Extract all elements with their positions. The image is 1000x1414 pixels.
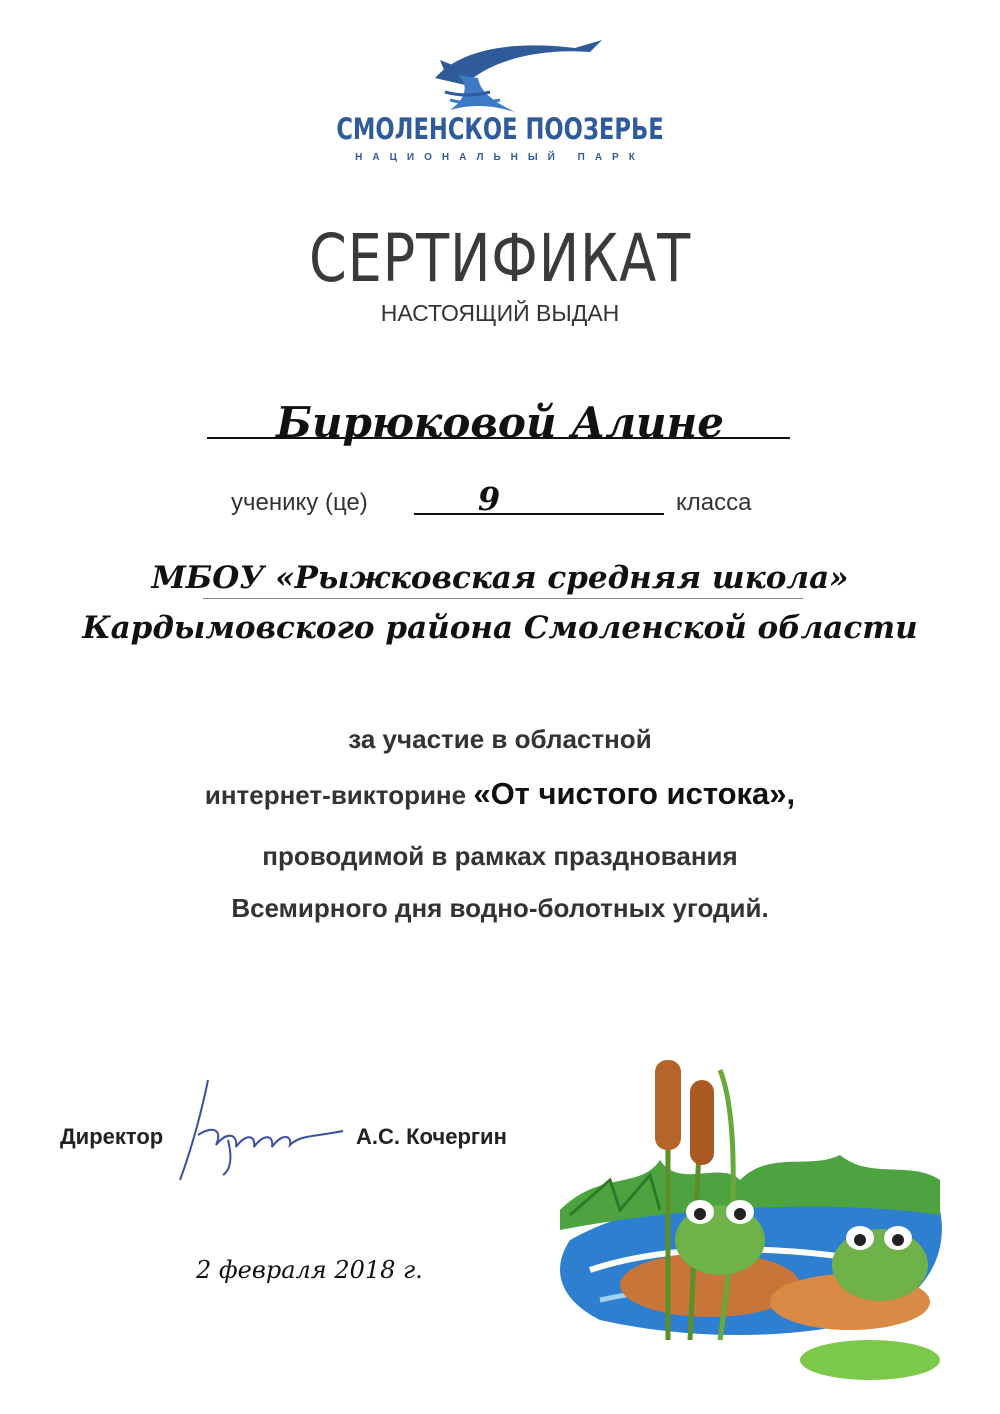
issued-label: НАСТОЯЩИЙ ВЫДАН [380,300,620,326]
issue-date: 2 февраля 2018 г. [196,1256,423,1284]
director-label: Директор [60,1124,164,1149]
recipient-name: Бирюковой Алине [276,398,724,447]
recipient-underline [207,437,790,439]
school-name: МБОУ «Рыжковская средняя школа» [151,560,849,596]
school-underline [203,598,803,599]
body-line-1: за участие в областной [348,724,652,754]
body-line-2-prefix: интернет-викторине [204,780,474,810]
quiz-name: «От чистого истока», [473,776,796,811]
bird-logo-icon [340,30,660,115]
grade-suffix: класса [676,489,752,516]
logo-title: СМОЛЕНСКОЕ ПООЗЕРЬЕ [336,112,664,146]
body-line-2 [0,776,1000,812]
signature-icon [168,1075,348,1185]
certificate-title: СЕРТИФИКАТ [309,220,691,297]
grade-label: ученику (це) [231,489,368,516]
director-name: А.С. Кочергин [356,1124,507,1149]
grade-underline [414,513,664,515]
school-region: Кардымовского района Смоленской области [82,610,918,646]
frogs-pond-illustration-icon [540,1040,960,1400]
body-line-3: проводимой в рамках празднования [262,841,738,871]
logo-subtitle: НАЦИОНАЛЬНЫЙ ПАРК [355,152,645,163]
body-line-4: Всемирного дня водно-болотных угодий. [231,893,769,923]
grade-value: 9 [477,480,501,518]
